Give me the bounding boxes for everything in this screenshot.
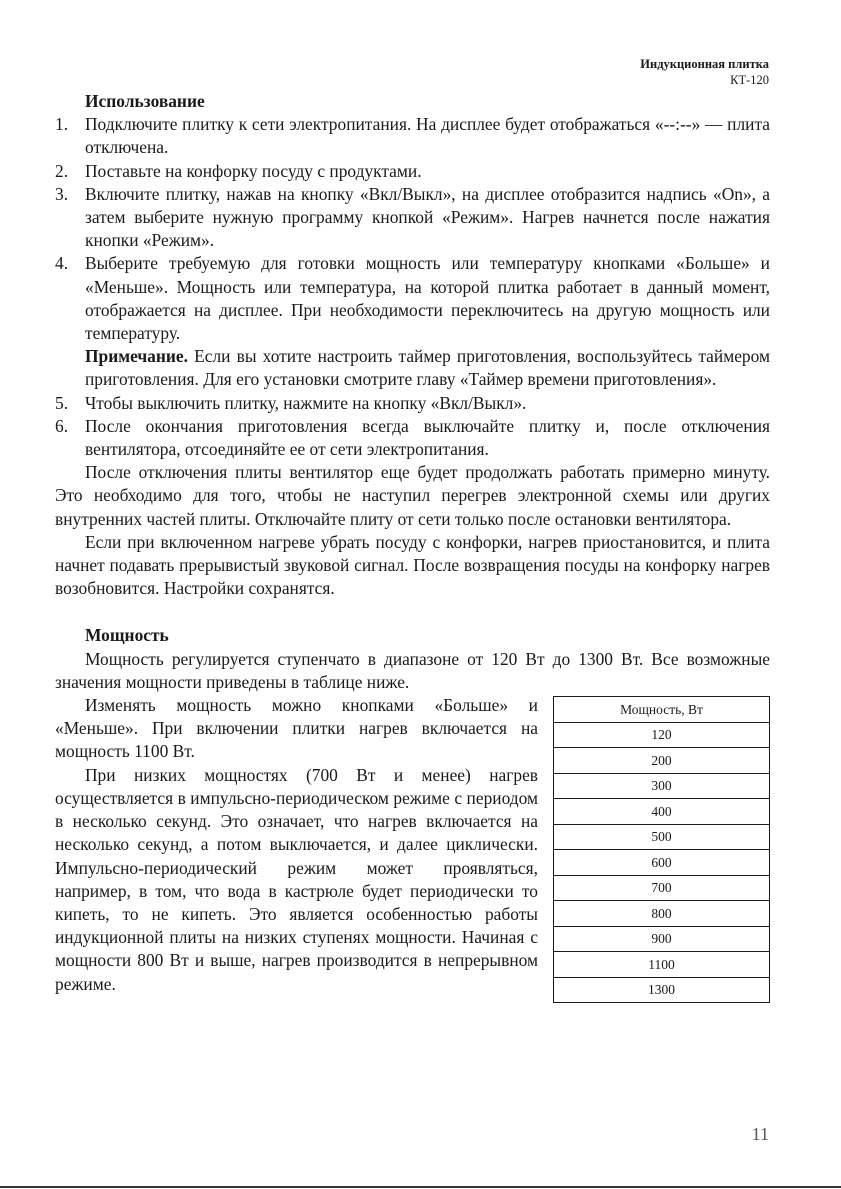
list-number: 1. bbox=[55, 114, 69, 135]
list-item bbox=[55, 160, 770, 183]
page-bottom-rule bbox=[0, 1186, 841, 1188]
table-row bbox=[554, 952, 770, 978]
paragraph: После отключения плиты вентилятор еще будет продолжать работать примерно минуту. Это необходимо для того, чтобы не наступил перегрев электронной схемы или других внутренних частей плиты. Отключайте плиту от сети только после остановки вентилятора. bbox=[55, 462, 770, 529]
table-row bbox=[554, 773, 770, 799]
table-row bbox=[554, 748, 770, 774]
table-cell: 300 bbox=[554, 773, 770, 799]
table-cell: 900 bbox=[554, 926, 770, 952]
header-product: Индукционная плитка bbox=[640, 57, 769, 71]
list-item bbox=[55, 392, 770, 415]
paragraph: При низких мощностях (700 Вт и менее) нагрев осуществляется в импульсно-периодическом режиме с периодом в несколько секунд. Это означает, что нагрев включается на несколько секунд, а потом выключается, и далее циклически. Импульсно-периодический режим может проявляться, например, в том, что вода в кастрюле будет периодически то кипеть, то не кипеть. Это является особенностью работы индукционной плиты на низких ступенях мощности. Начиная с мощности 800 Вт и выше, нагрев производится в непрерывном режиме. bbox=[55, 764, 538, 994]
paragraph: Если при включенном нагреве убрать посуду с конфорки, нагрев приостановится, и плита начнет подавать прерывистый звуковой сигнал. После возвращения посуды на конфорку нагрев возобновится. Настройки сохранятся. bbox=[55, 531, 770, 599]
list-item bbox=[55, 113, 770, 159]
page-content bbox=[55, 90, 770, 1003]
table-cell: 200 bbox=[554, 748, 770, 774]
list-text: Поставьте на конфорку посуду с продуктами. bbox=[85, 160, 422, 181]
usage-title: Использование bbox=[85, 91, 205, 111]
power-text bbox=[55, 694, 538, 996]
table-header: Мощность, Вт bbox=[554, 697, 770, 723]
list-item bbox=[55, 252, 770, 345]
table-row bbox=[554, 824, 770, 850]
note-text: Если вы хотите настроить таймер приготовления, воспользуйтесь таймером приготовления. Для его установки смотрите главу «Таймер времени приготовления». bbox=[85, 346, 770, 390]
table-cell: 120 bbox=[554, 722, 770, 748]
list-text: Подключите плитку к сети электропитания. На дисплее будет отображаться «--:--» — плита отключена. bbox=[85, 114, 770, 158]
header-model: КТ-120 bbox=[730, 73, 769, 87]
list-number: 3. bbox=[55, 183, 69, 204]
table-row bbox=[554, 875, 770, 901]
table-cell: 1100 bbox=[554, 952, 770, 978]
table-row bbox=[554, 722, 770, 748]
table-row bbox=[554, 799, 770, 825]
table-row bbox=[554, 901, 770, 927]
list-number: 5. bbox=[55, 392, 69, 413]
power-table bbox=[553, 696, 770, 1003]
list-item bbox=[55, 415, 770, 461]
table-row bbox=[554, 926, 770, 952]
page-header bbox=[640, 56, 769, 88]
paragraph: Изменять мощность можно кнопками «Больше» и «Меньше». При включении плитки нагрев включается на мощность 1100 Вт. bbox=[55, 695, 538, 762]
list-text: Чтобы выключить плитку, нажмите на кнопку «Вкл/Выкл». bbox=[85, 392, 527, 413]
table-row bbox=[554, 850, 770, 876]
list-text: Выберите требуемую для готовки мощность или температуру кнопками «Больше» и «Меньше». Мощность или температура, на которой плитка работает в данный момент, отображается на дисплее. При необходимости переключитесь на другую мощность или температуру. bbox=[85, 253, 770, 344]
table-cell: 1300 bbox=[554, 977, 770, 1003]
note bbox=[55, 345, 770, 391]
table-cell: 400 bbox=[554, 799, 770, 825]
list-number: 6. bbox=[55, 415, 69, 436]
table-cell: 800 bbox=[554, 901, 770, 927]
table-row bbox=[554, 977, 770, 1003]
page-number: 11 bbox=[751, 1124, 769, 1144]
table-cell: 600 bbox=[554, 850, 770, 876]
table-cell: 500 bbox=[554, 824, 770, 850]
list-number: 2. bbox=[55, 160, 69, 181]
list-text: Включите плитку, нажав на кнопку «Вкл/Выкл», на дисплее отобразится надпись «On», а затем выберите нужную программу кнопкой «Режим». Нагрев начнется после нажатия кнопки «Режим». bbox=[85, 183, 770, 251]
power-section bbox=[55, 694, 770, 1003]
note-label: Примечание. bbox=[85, 346, 188, 367]
power-title: Мощность bbox=[85, 625, 169, 646]
list-text: После окончания приготовления всегда выключайте плитку и, после отключения вентилятора, отсоединяйте ее от сети электропитания. bbox=[85, 415, 770, 460]
list-item bbox=[55, 183, 770, 253]
table-cell: 700 bbox=[554, 875, 770, 901]
paragraph: Мощность регулируется ступенчато в диапазоне от 120 Вт до 1300 Вт. Все возможные значения мощности приведены в таблице ниже. bbox=[55, 648, 770, 692]
list-number: 4. bbox=[55, 253, 69, 274]
